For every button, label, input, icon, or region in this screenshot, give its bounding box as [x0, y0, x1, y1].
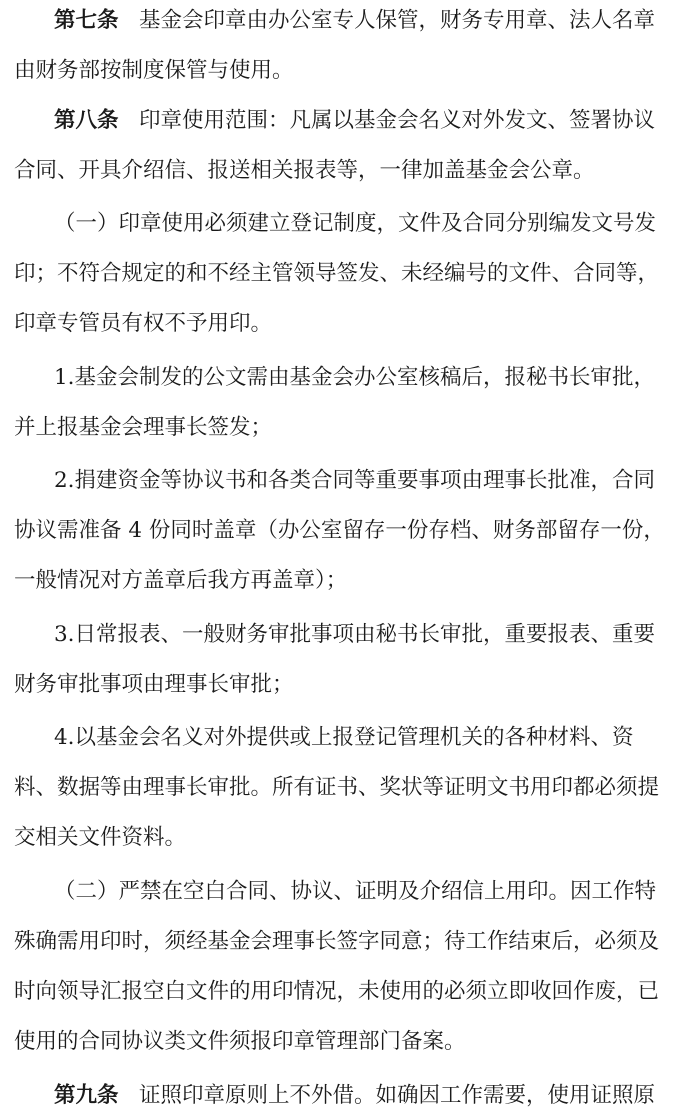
article-9-line-1	[14, 1081, 655, 1111]
item-4-line-2: 料、数据等由理事长审批。所有证书、奖状等证明文书用印都必须提	[14, 775, 660, 800]
article-9-label: 第九条	[54, 1083, 119, 1108]
item-2-line-2: 协议需准备 4 份同时盖章（办公室留存一份存档、财务部留存一份，	[14, 518, 665, 543]
para-2-line-1: （二）严禁在空白合同、协议、证明及介绍信上用印。因工作特	[54, 879, 657, 904]
article-9-text-1: 证照印章原则上不外借。如确因工作需要，使用证照原	[139, 1083, 656, 1108]
para-1-line-2: 印；不符合规定的和不经主管领导签发、未经编号的文件、合同等，	[14, 261, 660, 286]
para-2-line-2: 殊确需用印时，须经基金会理事长签字同意；待工作结束后，必须及	[14, 929, 660, 954]
item-3-line-1: 3.日常报表、一般财务审批事项由秘书长审批，重要报表、重要	[54, 622, 656, 647]
item-4-line-3: 交相关文件资料。	[14, 825, 187, 850]
item-3-line-2: 财务审批事项由理事长审批；	[14, 672, 294, 697]
item-2-line-1: 2.捐建资金等协议书和各类合同等重要事项由理事长批准，合同	[54, 468, 656, 493]
article-7-line-2: 由财务部按制度保管与使用。	[14, 58, 294, 83]
article-7-line-1	[14, 6, 655, 36]
article-8-line-2: 合同、开具介绍信、报送相关报表等，一律加盖基金会公章。	[14, 158, 595, 183]
article-8-label: 第八条	[54, 108, 119, 133]
item-1-line-1: 1.基金会制发的公文需由基金会办公室核稿后，报秘书长审批，	[54, 365, 656, 390]
item-4-line-1: 4.以基金会名义对外提供或上报登记管理机关的各种材料、资	[54, 725, 634, 750]
para-1-line-3: 印章专管员有权不予用印。	[14, 311, 273, 336]
article-7-text-1: 基金会印章由办公室专人保管，财务专用章、法人名章	[139, 8, 656, 33]
article-7-label: 第七条	[54, 8, 119, 33]
item-2-line-3: 一般情况对方盖章后我方再盖章）；	[14, 568, 348, 593]
para-1-line-1: （一）印章使用必须建立登记制度，文件及合同分别编发文号发	[54, 211, 657, 236]
para-2-line-4: 使用的合同协议类文件须报印章管理部门备案。	[14, 1029, 466, 1054]
para-2-line-3: 时向领导汇报空白文件的用印情况，未使用的必须立即收回作废，已	[14, 979, 660, 1004]
article-8-text-1: 印章使用范围：凡属以基金会名义对外发文、签署协议	[139, 108, 656, 133]
item-1-line-2: 并上报基金会理事长签发；	[14, 415, 273, 440]
article-8-line-1	[14, 106, 655, 136]
